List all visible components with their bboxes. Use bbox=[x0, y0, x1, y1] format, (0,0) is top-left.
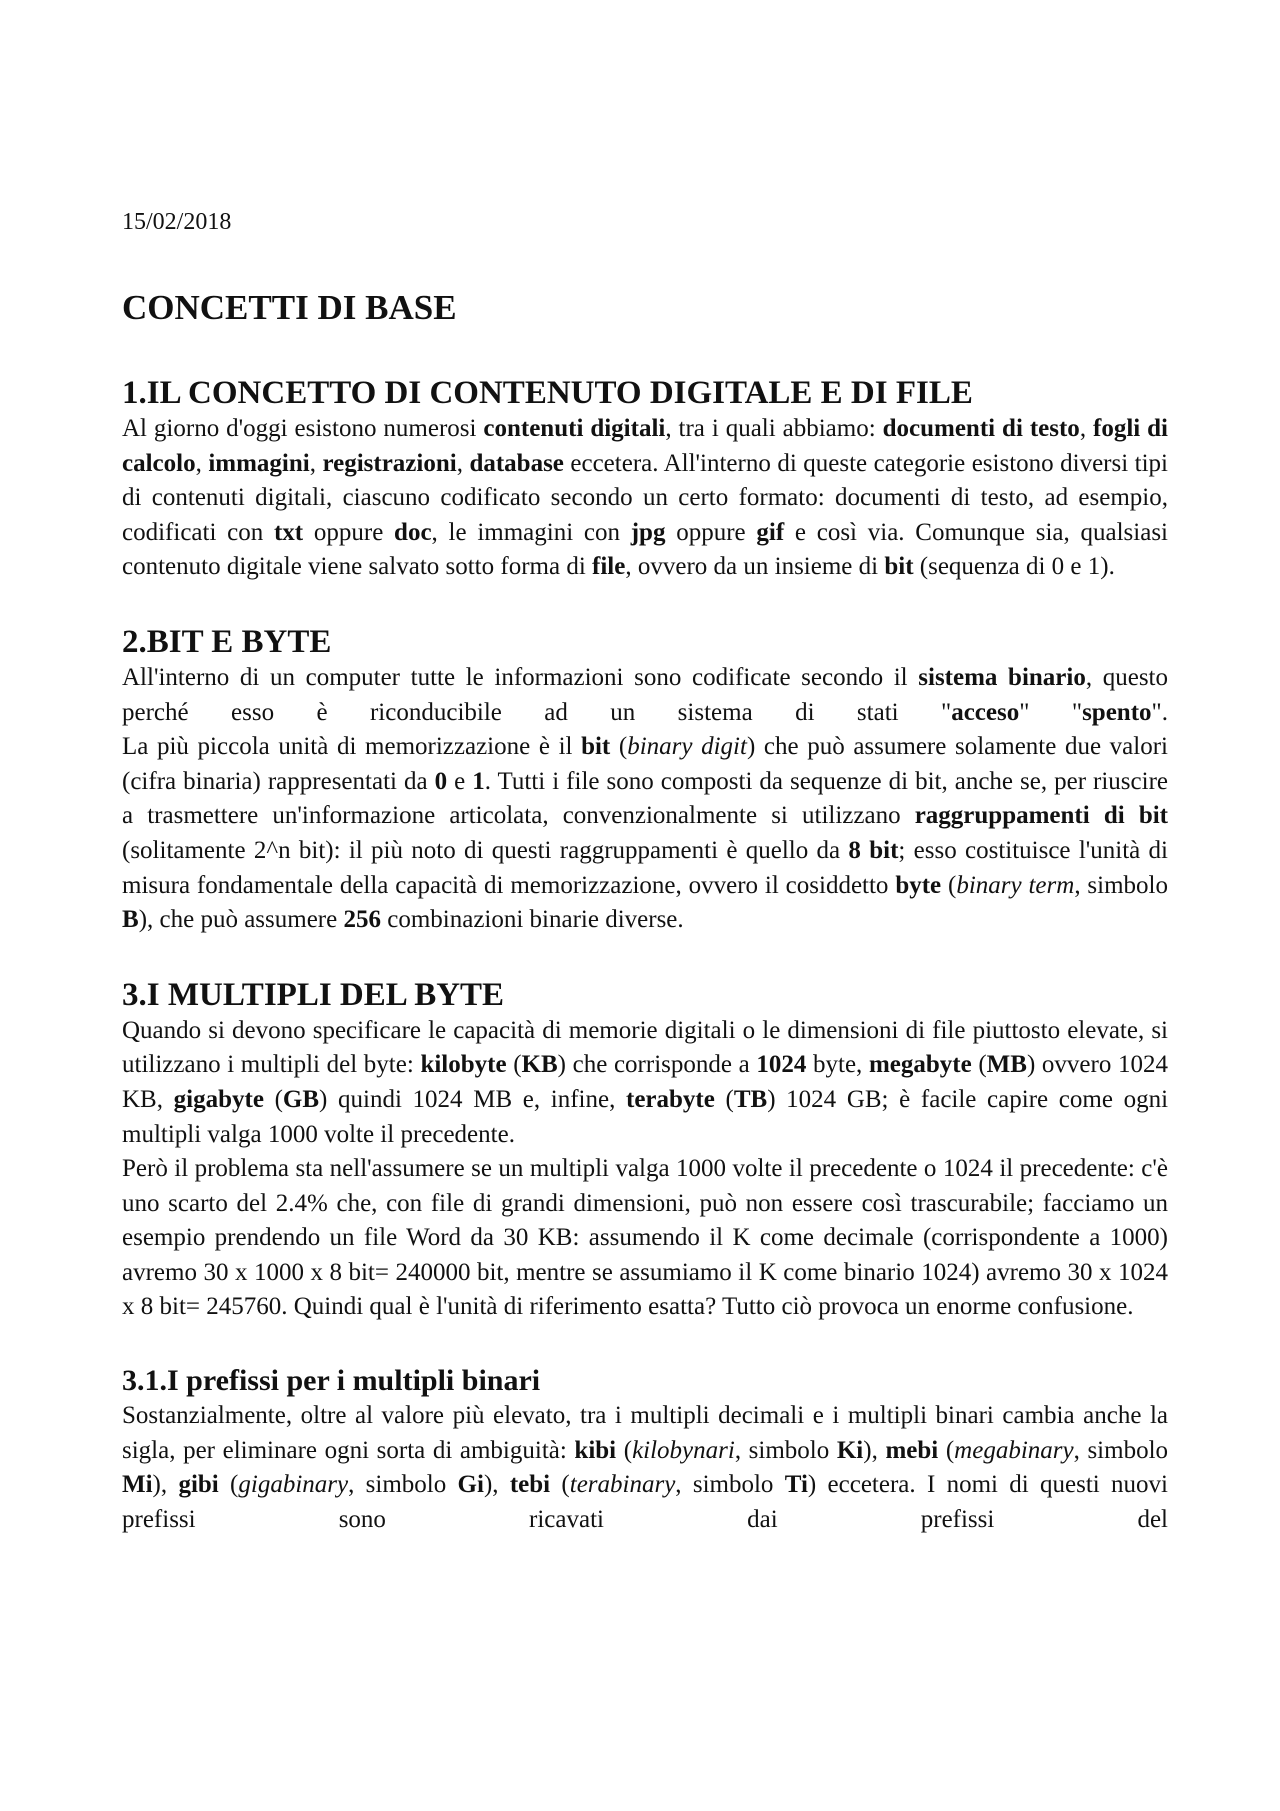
section-paragraph-bit-byte-1: All'interno di un computer tutte le informazioni sono codificate secondo il sistema binario, questo perché esso è riconducibile ad un sistema di stati "acceso" "spento". bbox=[122, 663, 1168, 726]
section-paragraph-digital-content: Al giorno d'oggi esistono numerosi contenuti digitali, tra i quali abbiamo: documenti di testo, fogli di calcolo, immagini, registrazioni, database eccetera. All'interno di queste categorie esistono diversi tipi di contenuti digitali, ciascuno codificato secondo un certo formato: documenti di testo, ad esempio, codificati con txt oppure doc, le immagini con jpg oppure gif e così via. Comunque sia, qualsiasi contenuto digitale viene salvato sotto forma di file, ovvero da un insieme di bit (sequenza di 0 e 1). bbox=[122, 415, 1169, 581]
subsection-heading-binary-prefixes: 3.1.I prefissi per i multipli binari bbox=[122, 1364, 541, 1398]
document-page bbox=[122, 206, 1168, 1537]
subsection-paragraph-binary-prefixes: Sostanzialmente, oltre al valore più elevato, tra i multipli decimali e i multipli binari cambia anche la sigla, per eliminare ogni sorta di ambiguità: kibi (kilobynari, simbolo Ki), mebi (megabinary, simbolo Mi), gibi (gigabinary, simbolo Gi), tebi (terabinary, simbolo Ti) eccetera. I nomi di questi nuovi prefissi sono ricavati dai prefissi del bbox=[122, 1402, 1169, 1533]
section-paragraph-bit-byte-2: La più piccola unità di memorizzazione è il bit (binary digit) che può assumere solamente due valori (cifra binaria) rappresentati da 0 e 1. Tutti i file sono composti da sequenze di bit, anche se, per riuscire a trasmettere un'informazione articolata, convenzionalmente si utilizzano raggruppamenti di bit (solitamente 2^n bit): il più noto di questi raggruppamenti è quello da 8 bit; esso costituisce l'unità di misura fondamentale della capacità di memorizzazione, ovvero il cosiddetto byte (binary term, simbolo B), che può assumere 256 combinazioni binarie diverse. bbox=[122, 733, 1169, 934]
section-paragraph-byte-multiples-2: Però il problema sta nell'assumere se un multipli valga 1000 volte il precedente o 1024 il precedente: c'è uno scarto del 2.4% che, con file di grandi dimensioni, può non essere così trascurabile; facciamo un esempio prendendo un file Word da 30 KB: assumendo il K come decimale (corrispondente a 1000) avremo 30 x 1000 x 8 bit= 240000 bit, mentre se assumiamo il K come binario 1024) avremo 30 x 1024 x 8 bit= 245760. Quindi qual è l'unità di riferimento esatta? Tutto ciò provoca un enorme confusione. bbox=[122, 1155, 1168, 1321]
section-paragraph-byte-multiples-1: Quando si devono specificare le capacità di memorie digitali o le dimensioni di file piuttosto elevate, si utilizzano i multipli del byte: kilobyte (KB) che corrisponde a 1024 byte, megabyte (MB) ovvero 1024 KB, gigabyte (GB) quindi 1024 MB e, infine, terabyte (TB) 1024 GB; è facile capire come ogni multipli valga 1000 volte il precedente. bbox=[122, 1016, 1169, 1148]
section-heading-digital-content: 1.IL CONCETTO DI CONTENUTO DIGITALE E DI FILE bbox=[122, 375, 973, 411]
document-title: CONCETTI DI BASE bbox=[122, 288, 457, 327]
section-heading-bit-byte: 2.BIT E BYTE bbox=[122, 623, 332, 660]
section-heading-byte-multiples: 3.I MULTIPLI DEL BYTE bbox=[122, 976, 505, 1013]
document-date: 15/02/2018 bbox=[122, 209, 232, 235]
